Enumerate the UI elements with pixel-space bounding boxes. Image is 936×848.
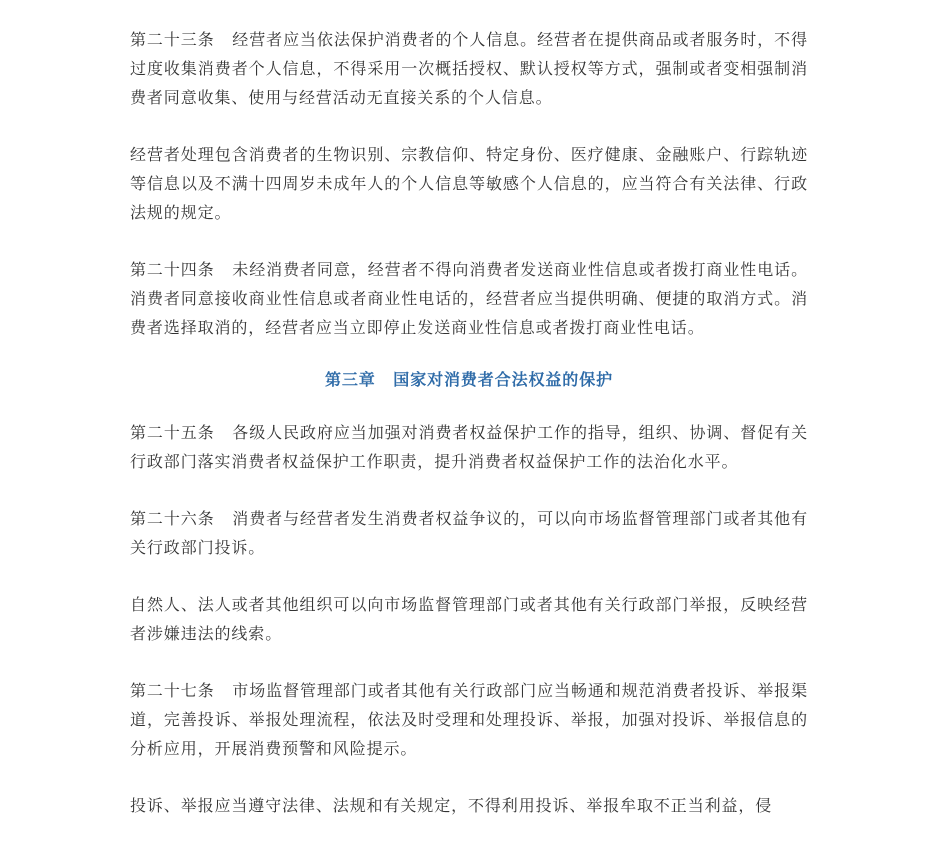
- article-number: 第二十七条: [130, 681, 215, 700]
- article-27-paragraph: [130, 676, 808, 763]
- article-number: 第二十四条: [130, 260, 215, 279]
- article-number: 第二十六条: [130, 509, 215, 528]
- article-23-paragraph: [130, 25, 808, 112]
- paragraph-text: 未经消费者同意，经营者不得向消费者发送商业性信息或者拨打商业性电话。消费者同意接收商业性信息或者商业性电话的，经营者应当提供明确、便捷的取消方式。消费者选择取消的，经营者应当立即停止发送商业性信息或者拨打商业性电话。: [130, 260, 808, 337]
- paragraph-text: 各级人民政府应当加强对消费者权益保护工作的指导，组织、协调、督促有关行政部门落实消费者权益保护工作职责，提升消费者权益保护工作的法治化水平。: [130, 423, 808, 471]
- chapter-number: 第三章: [325, 370, 376, 389]
- chapter-title: 国家对消费者合法权益的保护: [393, 370, 613, 389]
- article-24-paragraph: [130, 255, 808, 342]
- chapter-heading: [130, 365, 808, 394]
- article-23-paragraph-2: [130, 140, 808, 227]
- article-26-paragraph: [130, 504, 808, 562]
- article-25-paragraph: [130, 418, 808, 476]
- paragraph-text: 投诉、举报应当遵守法律、法规和有关规定，不得利用投诉、举报牟取不正当利益，侵: [130, 796, 773, 815]
- article-26-paragraph-2: [130, 590, 808, 648]
- article-number: 第二十三条: [130, 30, 215, 49]
- paragraph-text: 市场监督管理部门或者其他有关行政部门应当畅通和规范消费者投诉、举报渠道，完善投诉、举报处理流程，依法及时受理和处理投诉、举报，加强对投诉、举报信息的分析应用，开展消费预警和风险提示。: [130, 681, 808, 758]
- article-27-paragraph-2: [130, 791, 808, 820]
- paragraph-text: 消费者与经营者发生消费者权益争议的，可以向市场监督管理部门或者其他有关行政部门投诉。: [130, 509, 808, 557]
- paragraph-text: 经营者处理包含消费者的生物识别、宗教信仰、特定身份、医疗健康、金融账户、行踪轨迹等信息以及不满十四周岁未成年人的个人信息等敏感个人信息的，应当符合有关法律、行政法规的规定。: [130, 145, 808, 222]
- paragraph-text: 自然人、法人或者其他组织可以向市场监督管理部门或者其他有关行政部门举报，反映经营者涉嫌违法的线索。: [130, 595, 808, 643]
- article-number: 第二十五条: [130, 423, 215, 442]
- paragraph-text: 经营者应当依法保护消费者的个人信息。经营者在提供商品或者服务时，不得过度收集消费者个人信息，不得采用一次概括授权、默认授权等方式，强制或者变相强制消费者同意收集、使用与经营活动无直接关系的个人信息。: [130, 30, 808, 107]
- article-body: [130, 25, 808, 848]
